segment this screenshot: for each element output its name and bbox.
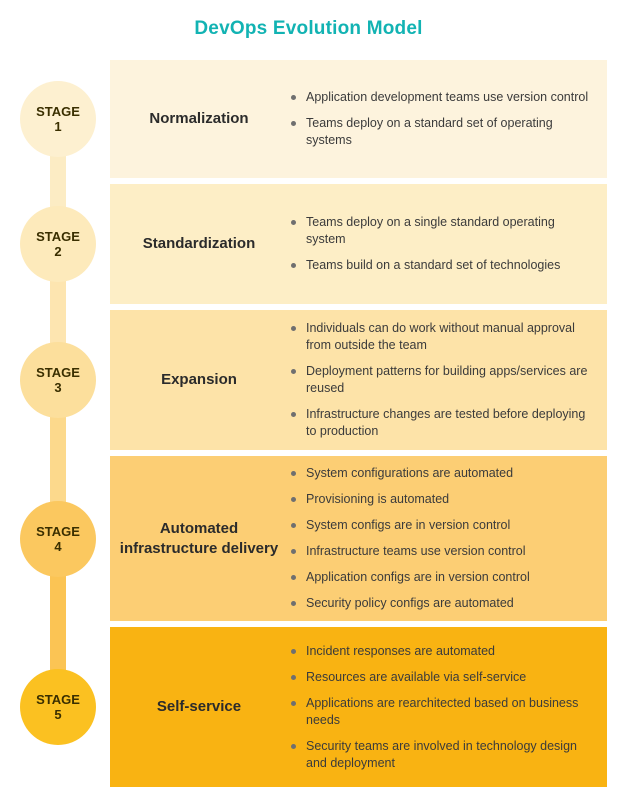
list-item-text: Application development teams use version control bbox=[306, 90, 589, 104]
list-item-text: Incident responses are automated bbox=[306, 643, 496, 658]
bullet-dot-icon bbox=[291, 412, 296, 417]
bullet-dot-icon bbox=[291, 675, 296, 680]
list-item bbox=[288, 89, 593, 106]
stage-circle-1 bbox=[20, 81, 96, 157]
list-item-text: Application configs are in version control bbox=[306, 570, 530, 584]
list-item-text: Resources are available via self-service bbox=[306, 669, 527, 684]
list-item-text: Teams deploy on a single standard operating system bbox=[306, 215, 555, 246]
list-item-text: Individuals can do work without manual approval from outside the team bbox=[306, 321, 575, 352]
bullet-dot-icon bbox=[291, 575, 296, 580]
bullet-dot-icon bbox=[291, 121, 296, 126]
bullet-dot-icon bbox=[291, 220, 296, 225]
stage-row bbox=[0, 184, 617, 304]
bullet-dot-icon bbox=[291, 369, 296, 374]
list-item bbox=[288, 569, 593, 586]
stage-label: STAGE bbox=[36, 229, 80, 244]
stage-number: 1 bbox=[54, 119, 62, 134]
list-item bbox=[288, 363, 593, 397]
stage-name: Self-service bbox=[156, 698, 242, 715]
stage-marker-column bbox=[12, 60, 104, 178]
stage-row bbox=[0, 627, 617, 787]
bullet-dot-icon bbox=[291, 701, 296, 706]
list-item bbox=[288, 257, 593, 274]
stage-circle-2 bbox=[20, 206, 96, 282]
stage-name: Automated infrastructure delivery bbox=[119, 519, 279, 557]
stage-marker-column bbox=[12, 184, 104, 304]
list-item bbox=[288, 738, 593, 772]
stage-marker-column bbox=[12, 456, 104, 621]
list-item bbox=[288, 406, 593, 440]
list-item-text: Teams deploy on a standard set of operating systems bbox=[306, 116, 553, 147]
bullet-dot-icon bbox=[291, 326, 296, 331]
list-item bbox=[288, 517, 593, 534]
list-item-text: Provisioning is automated bbox=[306, 492, 450, 506]
list-item bbox=[288, 595, 593, 612]
stage-bullet-list bbox=[288, 643, 607, 772]
bullet-dot-icon bbox=[291, 471, 296, 476]
list-item-text: Applications are rearchitected based on business needs bbox=[306, 695, 579, 727]
stage-bullet-list bbox=[288, 320, 607, 440]
stage-label: STAGE bbox=[36, 104, 80, 119]
stage-bullet-list bbox=[288, 214, 607, 274]
bullet-dot-icon bbox=[291, 497, 296, 502]
stage-number: 2 bbox=[54, 244, 62, 259]
stage-panel-2 bbox=[110, 184, 607, 304]
stage-number: 5 bbox=[54, 707, 62, 722]
list-item-text: System configurations are automated bbox=[306, 466, 514, 480]
list-item bbox=[288, 695, 593, 729]
stage-name: Normalization bbox=[149, 110, 249, 127]
list-item bbox=[288, 115, 593, 149]
stage-label: STAGE bbox=[36, 365, 80, 380]
bullet-dot-icon bbox=[291, 523, 296, 528]
stage-bullet-list bbox=[288, 89, 607, 149]
list-item-text: Teams build on a standard set of technologies bbox=[306, 258, 561, 272]
stage-circle-3 bbox=[20, 342, 96, 418]
stage-marker-column bbox=[12, 627, 104, 787]
stage-row bbox=[0, 60, 617, 178]
stage-row bbox=[0, 310, 617, 450]
stage-row bbox=[0, 456, 617, 621]
stage-label: STAGE bbox=[36, 692, 80, 707]
list-item bbox=[288, 214, 593, 248]
list-item-text: Deployment patterns for building apps/services are reused bbox=[306, 364, 588, 395]
stage-panel-5 bbox=[110, 627, 607, 787]
list-item-text: Security teams are involved in technology design and deployment bbox=[306, 738, 577, 770]
bullet-dot-icon bbox=[291, 744, 296, 749]
stage-panel-4 bbox=[110, 456, 607, 621]
list-item bbox=[288, 491, 593, 508]
list-item-text: Infrastructure teams use version control bbox=[306, 544, 526, 558]
stage-circle-5 bbox=[20, 669, 96, 745]
stage-circle-4 bbox=[20, 501, 96, 577]
bullet-dot-icon bbox=[291, 649, 296, 654]
list-item bbox=[288, 643, 593, 660]
bullet-dot-icon bbox=[291, 549, 296, 554]
stage-bullet-list bbox=[288, 465, 607, 612]
bullet-dot-icon bbox=[291, 95, 296, 100]
list-item-text: System configs are in version control bbox=[306, 518, 511, 532]
page-title: DevOps Evolution Model bbox=[194, 18, 423, 39]
list-item-text: Security policy configs are automated bbox=[306, 596, 514, 610]
stage-label: STAGE bbox=[36, 523, 80, 539]
stage-marker-column bbox=[12, 310, 104, 450]
stage-panel-3 bbox=[110, 310, 607, 450]
stage-panel-1 bbox=[110, 60, 607, 178]
list-item bbox=[288, 320, 593, 354]
list-item bbox=[288, 465, 593, 482]
bullet-dot-icon bbox=[291, 601, 296, 606]
list-item bbox=[288, 543, 593, 560]
bullet-dot-icon bbox=[291, 263, 296, 268]
stage-number: 4 bbox=[54, 538, 62, 554]
stage-number: 3 bbox=[54, 380, 62, 395]
list-item bbox=[288, 669, 593, 686]
stage-name: Expansion bbox=[161, 371, 237, 388]
list-item-text: Infrastructure changes are tested before deploying to production bbox=[306, 407, 586, 438]
stage-name: Standardization bbox=[142, 235, 256, 252]
